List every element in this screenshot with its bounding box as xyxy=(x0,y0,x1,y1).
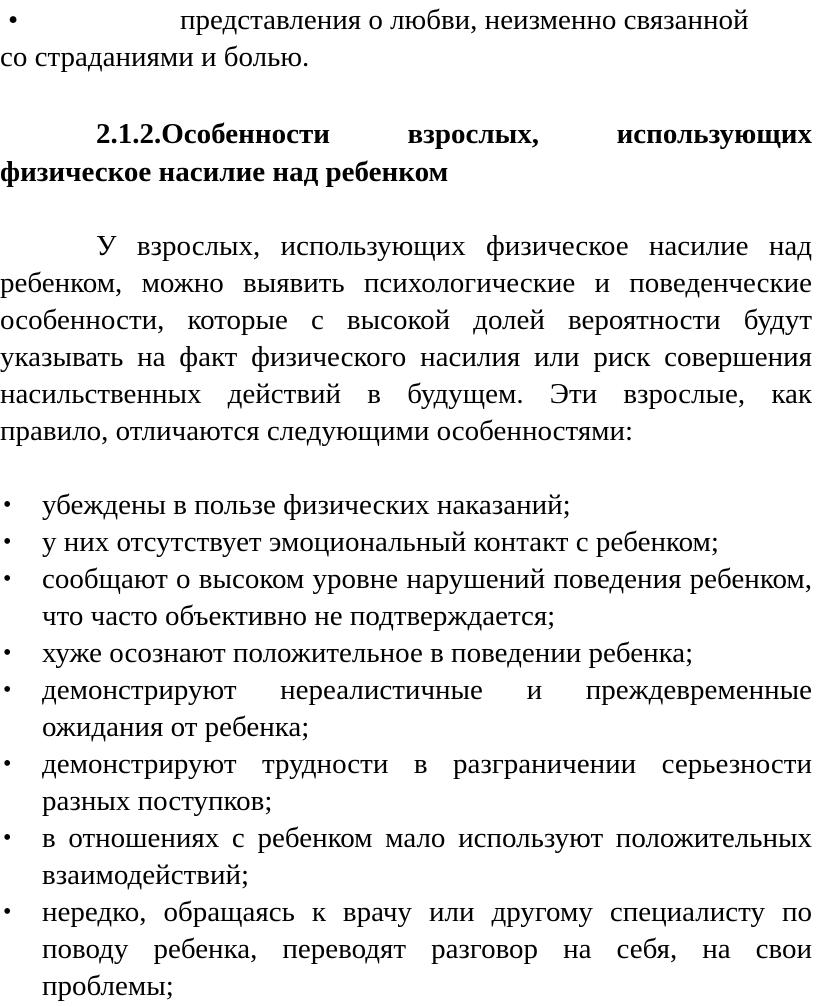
bullet-icon: • xyxy=(3,899,12,925)
section-heading: 2.1.2.Особенности взрослых, использующих физическое насилие над ребенком xyxy=(0,118,812,188)
continued-list-item xyxy=(0,2,812,76)
list-item-text: демонстрируют трудности в разграничении серьезности разных поступков; xyxy=(42,748,812,817)
list-item-text: в отношениях с ребенком мало используют положительных взаимодействий; xyxy=(42,822,812,891)
bullet-icon: • xyxy=(3,825,12,851)
characteristics-list xyxy=(0,487,812,1005)
list-item xyxy=(0,635,812,672)
bullet-icon: • xyxy=(3,566,12,592)
list-item xyxy=(0,820,812,894)
list-item xyxy=(0,672,812,746)
list-item-text-line2: со страданиями и болью. xyxy=(0,41,310,73)
bullet-icon: • xyxy=(3,529,12,555)
list-item-text: у них отсутствует эмоциональный контакт с ребенком; xyxy=(42,526,719,558)
list-item-text: убеждены в пользе физических наказаний; xyxy=(42,489,571,521)
list-item xyxy=(0,487,812,524)
list-item xyxy=(0,746,812,820)
list-item xyxy=(0,894,812,1005)
list-item-text: нередко, обращаясь к врачу или другому специалисту по поводу ребенка, переводят разговор на себя, на свои проблемы; xyxy=(42,896,812,1002)
list-item-text-line1: представления о любви, неизменно связанной xyxy=(180,4,749,36)
list-item xyxy=(0,561,812,635)
body-paragraph: У взрослых, использующих физическое насилие над ребенком, можно выявить психологические и поведенческие особенности, которые с высокой долей вероятности будут указывать на факт физического насилия или риск совершения насильственных действий в будущем. Эти взрослые, как правило, отличаются следующими особенностями: xyxy=(0,230,812,447)
bullet-icon: • xyxy=(3,751,12,777)
list-item xyxy=(0,524,812,561)
bullet-icon: • xyxy=(8,4,19,36)
bullet-icon: • xyxy=(3,640,12,666)
list-item-text: хуже осознают положительное в поведении ребенка; xyxy=(42,637,694,669)
list-item-text: сообщают о высоком уровне нарушений поведения ребенком, что часто объективно не подтверждается; xyxy=(42,563,812,632)
bullet-icon: • xyxy=(3,677,12,703)
list-item-text: демонстрируют нереалистичные и преждевременные ожидания от ребенка; xyxy=(42,674,812,743)
bullet-icon: • xyxy=(3,492,12,518)
